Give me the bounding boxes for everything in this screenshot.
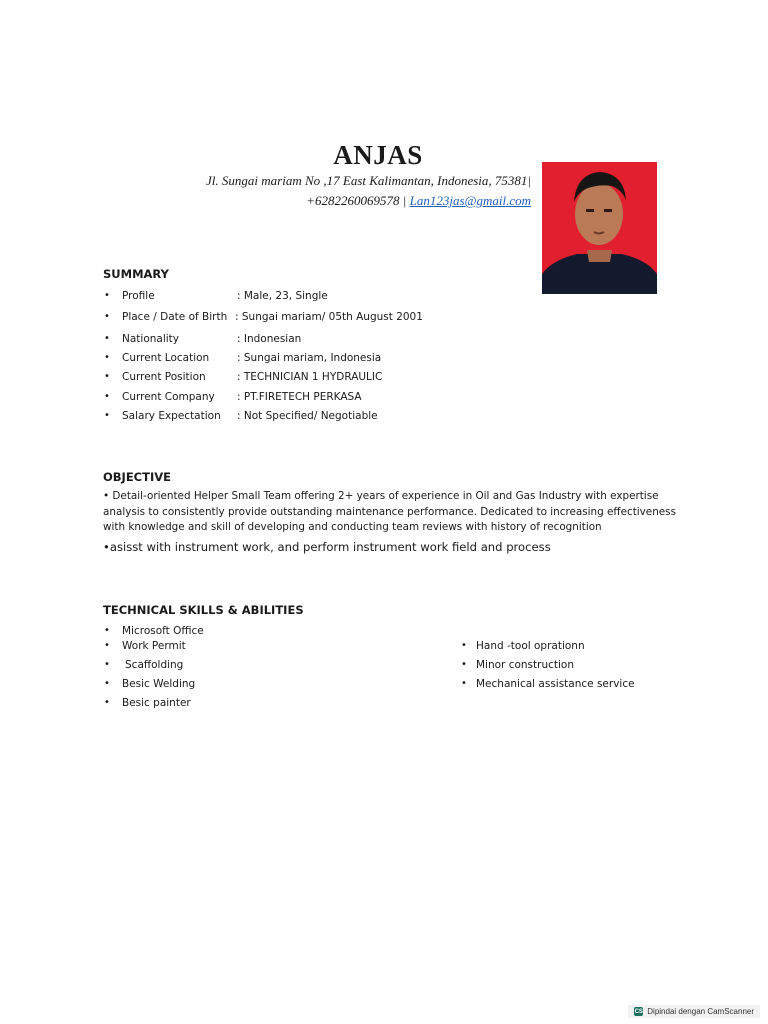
bullet-icon: •	[104, 333, 110, 344]
skill-item: Work Permit	[122, 640, 186, 652]
objective-heading: OBJECTIVE	[103, 470, 171, 484]
objective-text-line: •asisst with instrument work, and perform instrument work field and process	[103, 540, 551, 554]
skill-item: Besic painter	[122, 697, 191, 709]
bullet-icon: •	[104, 311, 110, 322]
bullet-icon: •	[104, 352, 110, 363]
bullet-icon: •	[461, 640, 467, 651]
skill-item: Minor construction	[476, 659, 575, 671]
summary-value-company: : PT.FIRETECH PERKASA	[237, 391, 362, 403]
objective-text-line: • Detail-oriented Helper Small Team offering 2+ years of experience in Oil and Gas Industry with expertise	[103, 490, 659, 502]
skill-item: Microsoft Office	[122, 625, 204, 637]
phone-number: +6282260069578 |	[306, 193, 407, 208]
watermark-text: Dipindai dengan CamScanner	[647, 1007, 754, 1016]
bullet-icon: •	[461, 678, 467, 689]
summary-label-birth: Place / Date of Birth	[122, 311, 228, 323]
summary-label-profile: Profile	[122, 290, 155, 302]
skill-item: Mechanical assistance service	[476, 678, 635, 690]
bullet-icon: •	[104, 659, 110, 670]
bullet-icon: •	[104, 410, 110, 421]
bullet-icon: •	[104, 697, 110, 708]
candidate-name: ANJAS	[333, 140, 423, 170]
person-portrait-icon	[542, 162, 657, 294]
summary-value-birth: : Sungai mariam/ 05th August 2001	[235, 311, 423, 323]
bullet-icon: •	[104, 678, 110, 689]
skill-item: Scaffolding	[125, 659, 184, 671]
summary-value-location: : Sungai mariam, Indonesia	[237, 352, 382, 364]
summary-value-position: : TECHNICIAN 1 HYDRAULIC	[237, 371, 383, 383]
summary-value-profile: : Male, 23, Single	[237, 290, 328, 302]
camscanner-logo-icon: CS	[634, 1008, 643, 1015]
bullet-icon: •	[461, 659, 467, 670]
skill-item: Hand -tool oprationn	[476, 640, 585, 652]
camscanner-watermark	[628, 1005, 760, 1018]
summary-label-nationality: Nationality	[122, 333, 180, 345]
objective-text-line: analysis to consistently provide outstanding maintenance performance. Dedicated to increasing effectiveness	[103, 506, 677, 518]
bullet-icon: •	[104, 371, 110, 382]
summary-label-salary: Salary Expectation	[122, 410, 221, 422]
skills-heading: TECHNICAL SKILLS & ABILITIES	[103, 603, 304, 617]
bullet-icon: •	[104, 625, 110, 636]
summary-value-salary: : Not Specified/ Negotiable	[237, 410, 378, 422]
bullet-icon: •	[104, 391, 110, 402]
bullet-icon: •	[104, 640, 110, 651]
summary-label-company: Current Company	[122, 391, 215, 403]
contact-line	[306, 193, 531, 209]
skill-item: Besic Welding	[122, 678, 196, 690]
address-line: Jl. Sungai mariam No ,17 East Kalimantan, Indonesia, 75381|	[206, 173, 531, 188]
profile-photo	[542, 162, 657, 294]
email-link[interactable]: Lan123jas@gmail.com	[409, 193, 531, 208]
bullet-icon: •	[104, 290, 110, 301]
summary-label-position: Current Position	[122, 371, 206, 383]
summary-value-nationality: : Indonesian	[237, 333, 302, 345]
summary-label-location: Current Location	[122, 352, 210, 364]
objective-text-line: with knowledge and skill of developing and conducting team reviews with history of recognition	[103, 521, 602, 533]
summary-heading: SUMMARY	[103, 267, 169, 281]
